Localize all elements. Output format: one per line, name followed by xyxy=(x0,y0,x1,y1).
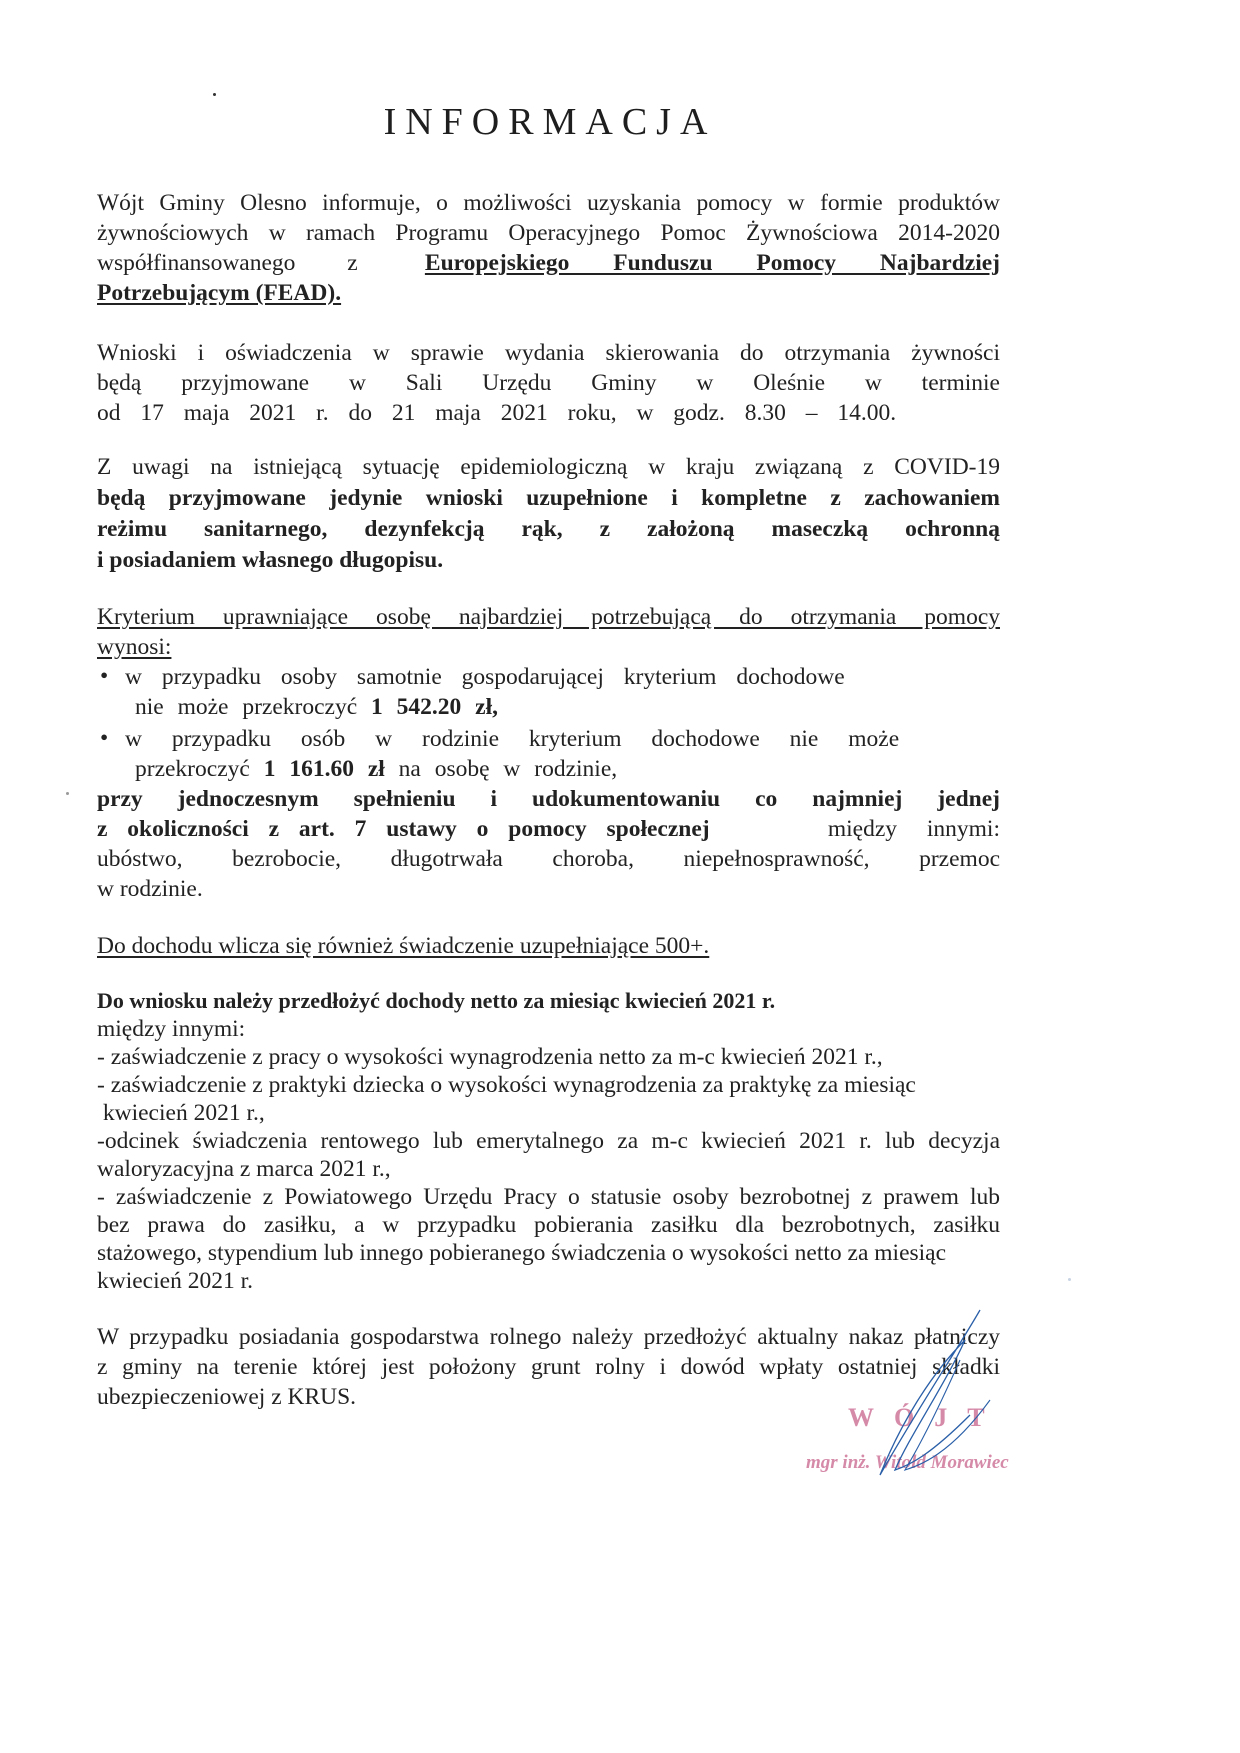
bullet-icon: • xyxy=(100,725,109,751)
handwritten-signature-icon xyxy=(850,1305,1000,1485)
intro-line-2: żywnościowych w ramach Programu Operacyjnego Pomoc Żywnościowa 2014-2020 xyxy=(97,220,1000,246)
intro-line-1: Wójt Gminy Olesno informuje, o możliwości uzyskania pomocy w formie produktów xyxy=(97,190,1000,216)
criteria-bullet-1-cont xyxy=(135,692,498,722)
documents-item-1: - zaświadczenie z pracy o wysokości wynagrodzenia netto za m-c kwiecień 2021 r., xyxy=(97,1044,883,1070)
covid-bold-line-3: i posiadaniem własnego długopisu. xyxy=(97,547,444,573)
documents-item-2-cont: kwiecień 2021 r., xyxy=(97,1100,265,1126)
dates-line-1: Wnioski i oświadczenia w sprawie wydania skierowania do otrzymania żywności xyxy=(97,340,1000,366)
documents-intro: między innymi: xyxy=(97,1016,246,1042)
scan-speck xyxy=(1068,1278,1071,1281)
documents-item-2: - zaświadczenie z praktyki dziecka o wysokości wynagrodzenia za praktykę za miesiąc xyxy=(97,1072,916,1098)
criteria-bullet-2-prefix: przekroczyć xyxy=(135,756,250,782)
single-income-limit: 1 542.20 zł, xyxy=(371,694,498,720)
criteria-bullet-1-text: w przypadku osoby samotnie gospodarującej kryterium dochodowe xyxy=(125,664,845,690)
documents-item-4-cont-3: kwiecień 2021 r. xyxy=(97,1268,253,1294)
criteria-bullet-1-prefix: nie może przekroczyć xyxy=(135,694,358,720)
scan-speck xyxy=(66,792,69,795)
bullet-icon: • xyxy=(100,663,109,689)
covid-bold-line-1: będą przyjmowane jedynie wnioski uzupełnione i kompletne z zachowaniem xyxy=(97,485,1000,511)
condition-line-1: przy jednoczesnym spełnieniu i udokumentowaniu co najmniej jednej xyxy=(97,786,1000,812)
documents-item-4-cont-1: bez prawa do zasiłku, a w przypadku pobierania zasiłku dla bezrobotnych, zasiłku xyxy=(97,1212,1000,1238)
family-income-limit: 1 161.60 zł xyxy=(263,756,385,782)
criteria-heading-2: wynosi: xyxy=(97,634,172,660)
documents-item-3: -odcinek świadczenia rentowego lub emerytalnego za m-c kwiecień 2021 r. lub decyzja xyxy=(97,1128,1000,1154)
documents-heading: Do wniosku należy przedłożyć dochody netto za miesiąc kwiecień 2021 r. xyxy=(97,988,776,1013)
criteria-bullet-2-suffix: na osobę w rodzinie, xyxy=(398,756,618,782)
fead-link-part1: Europejskiego Funduszu Pomocy Najbardziej xyxy=(424,250,1000,276)
income-500-note: Do dochodu wlicza się również świadczenie uzupełniające 500+. xyxy=(97,933,710,959)
intro-line-3-prefix: współfinansowanego z xyxy=(97,250,358,276)
fead-link-part2: Potrzebującym (FEAD). xyxy=(97,280,342,306)
covid-line-1: Z uwagi na istniejącą sytuację epidemiologiczną w kraju związaną z COVID-19 xyxy=(97,454,1000,480)
documents-item-4: - zaświadczenie z Powiatowego Urzędu Pracy o statusie osoby bezrobotnej z prawem lub xyxy=(97,1184,1000,1210)
condition-line-3: ubóstwo, bezrobocie, długotrwała choroba, niepełnosprawność, przemoc xyxy=(97,846,1000,872)
farm-line-2: z gminy na terenie której jest położony grunt rolny i dowód wpłaty ostatniej składki xyxy=(97,1354,1000,1380)
farm-line-1: W przypadku posiadania gospodarstwa rolnego należy przedłożyć aktualny nakaz płatniczy xyxy=(97,1324,1000,1350)
condition-line-4: w rodzinie. xyxy=(97,876,203,902)
documents-item-3-cont: waloryzacyjna z marca 2021 r., xyxy=(97,1156,391,1182)
intro-line-3 xyxy=(97,248,1000,278)
documents-item-4-cont-2: stażowego, stypendium lub innego pobieranego świadczenia o wysokości netto za miesiąc xyxy=(97,1240,947,1266)
condition-line-2 xyxy=(97,814,1000,844)
stamp-name: mgr inż. Witold Morawiec xyxy=(806,1452,1009,1473)
document-title: INFORMACJA xyxy=(383,101,717,143)
art7-reference: z okoliczności z art. 7 ustawy o pomocy społecznej xyxy=(97,816,710,842)
condition-line-2-rest: między innymi: xyxy=(827,816,1000,842)
dates-line-3: od 17 maja 2021 r. do 21 maja 2021 roku, w godz. 8.30 – 14.00. xyxy=(97,400,897,426)
covid-bold-line-2: reżimu sanitarnego, dezynfekcją rąk, z założoną maseczką ochronną xyxy=(97,516,1000,542)
criteria-heading-1: Kryterium uprawniające osobę najbardziej potrzebującą do otrzymania pomocy xyxy=(97,604,1000,630)
farm-line-3: ubezpieczeniowej z KRUS. xyxy=(97,1384,357,1410)
criteria-bullet-2-cont xyxy=(135,754,617,784)
stamp-title: WÓJT xyxy=(848,1403,1005,1432)
dates-line-2: będą przyjmowane w Sali Urzędu Gminy w Oleśnie w terminie xyxy=(97,370,1000,396)
scan-speck xyxy=(213,93,216,96)
criteria-bullet-2-text: w przypadku osób w rodzinie kryterium dochodowe nie może xyxy=(125,726,900,752)
